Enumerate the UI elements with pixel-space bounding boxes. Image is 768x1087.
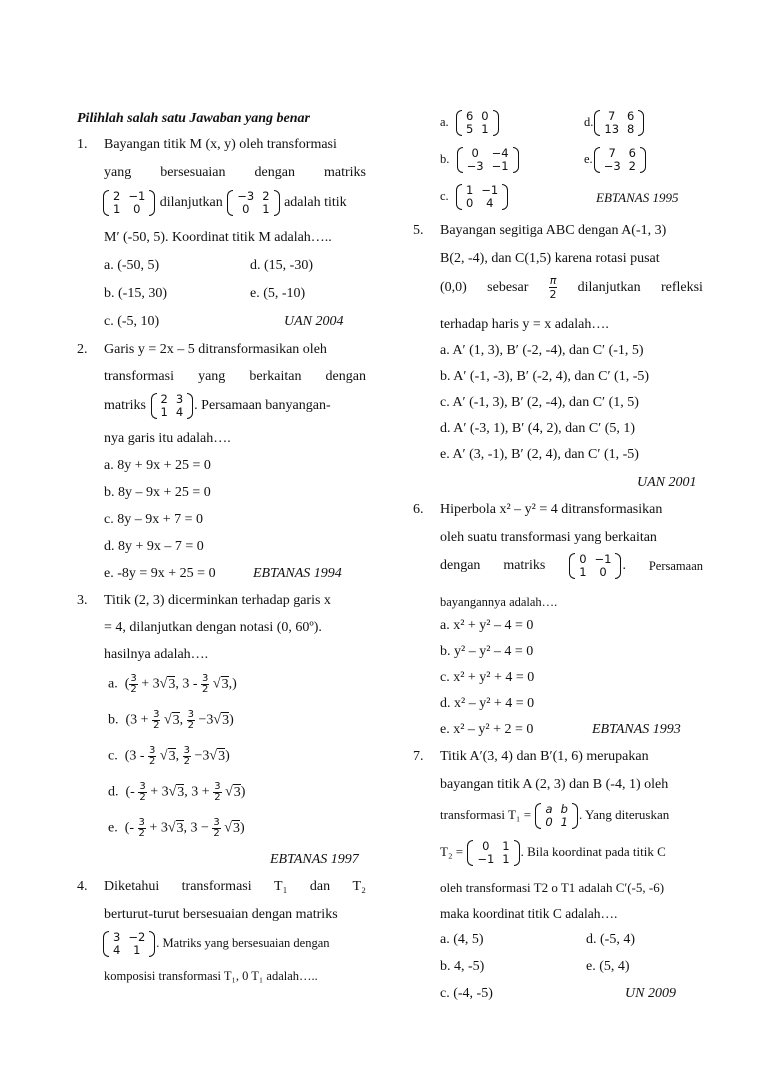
q5-line3: (0,0) sebesar $\frac{\pi}{2}$ dilanjutkan refleksi	[440, 274, 703, 301]
q3-option-e[interactable]: e. (- $\frac{3}{2}$ + 3√3, 3 − $\frac{3}{2}$ √3)	[108, 817, 245, 839]
q1-line1: Bayangan titik M (x, y) oleh transformasi	[104, 137, 337, 152]
q6-matrix: 0 −1 1 0	[568, 553, 622, 579]
q6-line2: oleh suatu transformasi yang berkaitan	[440, 530, 657, 545]
q2-option-e[interactable]: e. -8y = 9x + 25 = 0	[104, 566, 216, 581]
q5-option-a[interactable]: a. A′ (1, 3), B′ (-2, -4), dan C′ (-1, 5)	[440, 343, 644, 358]
q1-option-d[interactable]: d. (15, -30)	[250, 258, 313, 273]
q2-matrix: 2 3 1 4	[150, 393, 195, 419]
q7-option-e[interactable]: e. (5, 4)	[586, 959, 630, 974]
q2-option-d[interactable]: d. 8y + 9x – 7 = 0	[104, 539, 204, 554]
q4-source: EBTANAS 1995	[596, 190, 679, 205]
q5-option-d[interactable]: d. A′ (-3, 1), B′ (4, 2), dan C′ (5, 1)	[440, 421, 636, 436]
q3-option-d[interactable]: d. (- $\frac{3}{2}$ + 3√3, 3 + $\frac{3}{2}$ √3)	[108, 781, 246, 803]
q4-option-c[interactable]: c. 1 −1 0 4	[440, 184, 509, 210]
q3-line2: = 4, dilanjutkan dengan notasi (0, 60º).	[104, 620, 322, 635]
q2-line4: nya garis itu adalah….	[104, 431, 231, 446]
q4-option-d[interactable]: d. 7 6 13 8	[584, 110, 645, 136]
q1-line4: M′ (-50, 5). Koordinat titik M adalah…..	[104, 230, 332, 245]
q7-matrix-line-1: transformasi T₁ = a b 0 1 . Yang diteruskan	[440, 802, 670, 829]
q2-source: EBTANAS 1994	[253, 566, 342, 581]
q5-option-c[interactable]: c. A′ (-1, 3), B′ (2, -4), dan C′ (1, 5)	[440, 395, 639, 410]
q7-matrix-2: 0 1 −1 1	[466, 840, 520, 866]
q4-option-a[interactable]: a. 6 0 5 1	[440, 110, 500, 136]
q4-line2: berturut-turut bersesuaian dengan matriks	[104, 907, 338, 922]
q6-option-a[interactable]: a. x² + y² – 4 = 0	[440, 618, 534, 633]
q7-option-c[interactable]: c. (-4, -5)	[440, 986, 493, 1001]
q7-matrix-1: a b 0 1	[534, 803, 579, 829]
q7-matrix-line-2: T₂ = 0 1 −1 1 . Bila koordinat pada titik C	[440, 839, 666, 866]
q2-matrix-line: matriks 2 3 1 4 . Persamaan banyangan-	[104, 392, 331, 419]
q6-source: EBTANAS 1993	[592, 722, 681, 737]
q3-option-c[interactable]: c. (3 - $\frac{3}{2}$ √3, $\frac{3}{2}$ −3√3)	[108, 745, 230, 767]
section-header: Pilihlah salah satu Jawaban yang benar	[77, 111, 311, 126]
q5-source: UAN 2001	[637, 475, 697, 490]
q6-number: 6.	[413, 502, 424, 517]
q7-number: 7.	[413, 749, 424, 764]
q7-line1: Titik A′(3, 4) dan B′(1, 6) merupakan	[440, 749, 649, 764]
q3-line1: Titik (2, 3) dicerminkan terhadap garis x	[104, 593, 331, 608]
q7-option-d[interactable]: d. (-5, 4)	[586, 932, 635, 947]
q7-line6: maka koordinat titik C adalah….	[440, 906, 618, 921]
q5-line2: B(2, -4), dan C(1,5) karena rotasi pusat	[440, 251, 660, 266]
q7-option-b[interactable]: b. 4, -5)	[440, 959, 485, 974]
q5-option-e[interactable]: e. A′ (3, -1), B′ (2, 4), dan C′ (1, -5)	[440, 447, 639, 462]
q6-line1: Hiperbola x² – y² = 4 ditransformasikan	[440, 502, 663, 517]
q7-line5: oleh transformasi T2 o T1 adalah C′(-5, -6)	[440, 880, 665, 895]
q2-line1: Garis y = 2x – 5 ditransformasikan oleh	[104, 342, 327, 357]
q6-option-d[interactable]: d. x² – y² + 4 = 0	[440, 696, 535, 711]
q1-option-c[interactable]: c. (-5, 10)	[104, 314, 160, 329]
q2-option-a[interactable]: a. 8y + 9x + 25 = 0	[104, 458, 211, 473]
q4-matrix-line: 3 −2 4 1 . Matriks yang bersesuaian dengan	[102, 931, 330, 957]
q4-option-e[interactable]: e. 7 6 −3 2	[584, 147, 647, 173]
q1-option-b[interactable]: b. (-15, 30)	[104, 286, 167, 301]
q1-number: 1.	[77, 137, 88, 152]
q7-option-a[interactable]: a. (4, 5)	[440, 932, 484, 947]
q6-matrix-line: dengan matriks 0 −1 1 0 . Persamaan	[440, 552, 703, 579]
q6-option-e[interactable]: e. x² – y² + 2 = 0	[440, 722, 534, 737]
q3-line3: hasilnya adalah….	[104, 647, 209, 662]
q3-number: 3.	[77, 593, 88, 608]
q2-line2: transformasi yang berkaitan dengan	[104, 369, 366, 384]
q6-line4: bayangannya adalah….	[440, 595, 558, 609]
q5-line4: terhadap haris y = x adalah….	[440, 317, 609, 332]
q4-line1: Diketahui transformasi T₁ dan T₂	[104, 879, 366, 894]
q4-line4: komposisi transformasi T₁, 0 T₁ adalah…..	[104, 969, 318, 983]
q1-matrix-line: 2 −1 1 0 dilanjutkan −3 2 0 1 adalah titik	[102, 190, 347, 216]
q1-option-e[interactable]: e. (5, -10)	[250, 286, 306, 301]
q4-option-b[interactable]: b. 0 −4 −3 −1	[440, 147, 520, 173]
q1-option-a[interactable]: a. (-50, 5)	[104, 258, 160, 273]
q2-option-c[interactable]: c. 8y – 9x + 7 = 0	[104, 512, 204, 527]
q1-matrix-1: 2 −1 1 0	[102, 190, 156, 216]
q3-option-b[interactable]: b. (3 + $\frac{3}{2}$ √3, $\frac{3}{2}$ −3√3)	[108, 709, 234, 731]
q5-line1: Bayangan segitiga ABC dengan A(-1, 3)	[440, 223, 667, 238]
q5-option-b[interactable]: b. A′ (-1, -3), B′ (-2, 4), dan C′ (1, -5)	[440, 369, 650, 384]
q4-matrix: 3 −2 4 1	[102, 931, 156, 957]
q3-option-a[interactable]: a. ( $\frac{3}{2}$ + 3√3, 3 - $\frac{3}{2}$ √3,)	[108, 673, 237, 695]
q5-number: 5.	[413, 223, 424, 238]
q7-line2: bayangan titik A (2, 3) dan B (-4, 1) oleh	[440, 777, 669, 792]
q1-matrix-2: −3 2 0 1	[226, 190, 280, 216]
q1-line2: yang bersesuaian dengan matriks	[104, 165, 366, 180]
q2-number: 2.	[77, 342, 88, 357]
q7-source: UN 2009	[625, 986, 676, 1001]
q4-number: 4.	[77, 879, 88, 894]
q1-source: UAN 2004	[284, 314, 344, 329]
q2-option-b[interactable]: b. 8y – 9x + 25 = 0	[104, 485, 211, 500]
q6-option-c[interactable]: c. x² + y² + 4 = 0	[440, 670, 535, 685]
q6-option-b[interactable]: b. y² – y² – 4 = 0	[440, 644, 534, 659]
q3-source: EBTANAS 1997	[270, 852, 359, 867]
